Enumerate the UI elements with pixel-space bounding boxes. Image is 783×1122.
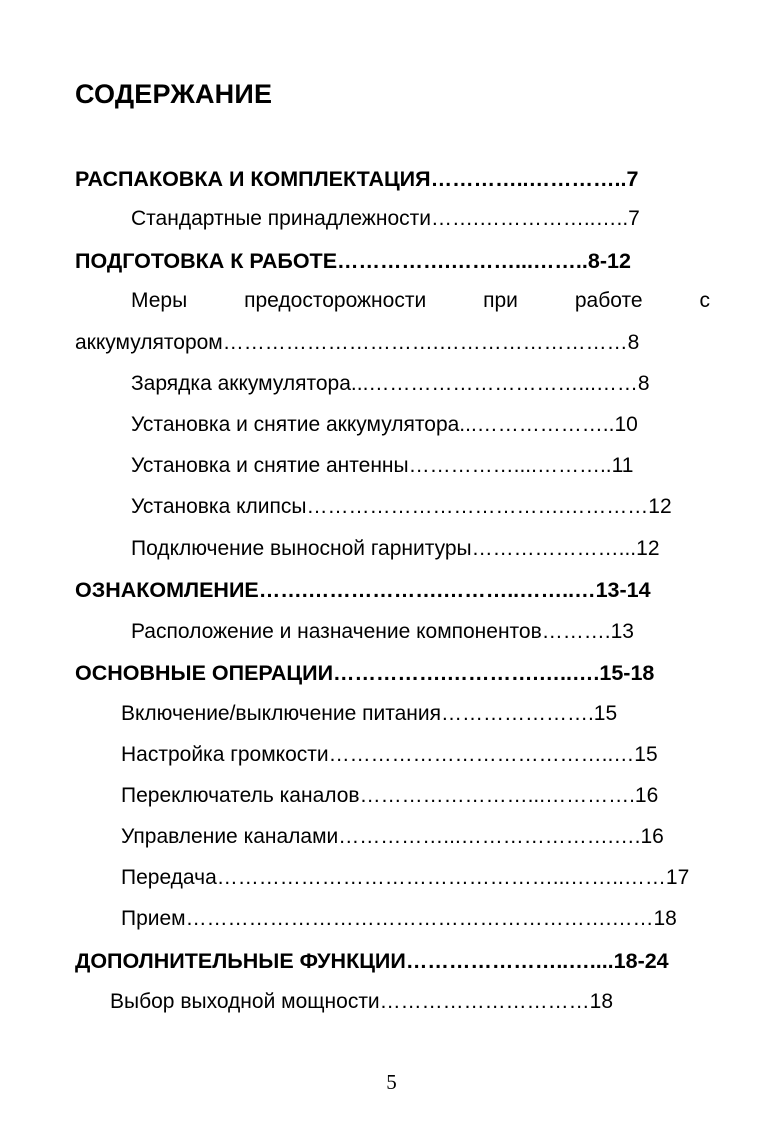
toc-item-channel-switch: Переключатель каналов……………………...………….16 [121, 784, 659, 807]
page-title: СОДЕРЖАНИЕ [75, 79, 273, 109]
toc-section-preparation: ПОДГОТОВКА К РАБОТЕ…………….………...……..8-12 [75, 249, 631, 273]
toc-item-transmit: Передача…………………………………………...……..……17 [121, 866, 690, 889]
toc-item-antenna-install: Установка и снятие антенны……………....………..11 [131, 454, 634, 477]
toc-section-introduction: ОЗНАКОМЛЕНИЕ…….……………….………..……..…13-14 [75, 578, 651, 602]
toc-item-battery-precautions-cont: аккумулятором………………………….………………………8 [75, 331, 640, 354]
toc-word: с [699, 289, 710, 312]
toc-section-additional-functions: ДОПОЛНИТЕЛЬНЫЕ ФУНКЦИИ…………………..…....18-24 [75, 949, 669, 973]
toc-item-output-power: Выбор выходной мощности…………………………18 [110, 990, 614, 1013]
toc-item-channel-management: Управление каналами……………...………………….….16 [121, 825, 664, 848]
toc-word: работе [574, 289, 643, 312]
toc-word: предосторожности [244, 289, 427, 312]
toc-word: Меры [131, 289, 188, 312]
toc-section-unpacking: РАСПАКОВКА И КОМПЛЕКТАЦИЯ…………..…………..7 [75, 167, 639, 191]
toc-item-volume: Настройка громкости…………………………………..…15 [121, 743, 658, 766]
toc-word: при [483, 289, 518, 312]
toc-item-battery-charging: Зарядка аккумулятора...…………………………...……8 [131, 372, 650, 395]
toc-item-battery-install: Установка и снятие аккумулятора...………………..10 [131, 413, 638, 436]
toc-item-power: Включение/выключение питания………………….15 [121, 702, 618, 725]
toc-item-components: Расположение и назначение компонентов……….13 [131, 620, 634, 643]
toc-item-clip-install: Установка клипсы……………………………….…………12 [131, 495, 672, 518]
toc-item-standard-accessories: Стандартные принадлежности…….……………..…..7 [131, 207, 640, 230]
page-number: 5 [386, 1070, 397, 1094]
toc-item-battery-precautions [131, 288, 710, 314]
toc-section-basic-operations: ОСНОВНЫЕ ОПЕРАЦИИ…………….………….…..….15-18 [75, 661, 655, 685]
toc-item-headset-connection: Подключение выносной гарнитуры…………………...12 [131, 537, 660, 560]
toc-item-receive: Прием…………………………………………………….……18 [121, 907, 677, 930]
